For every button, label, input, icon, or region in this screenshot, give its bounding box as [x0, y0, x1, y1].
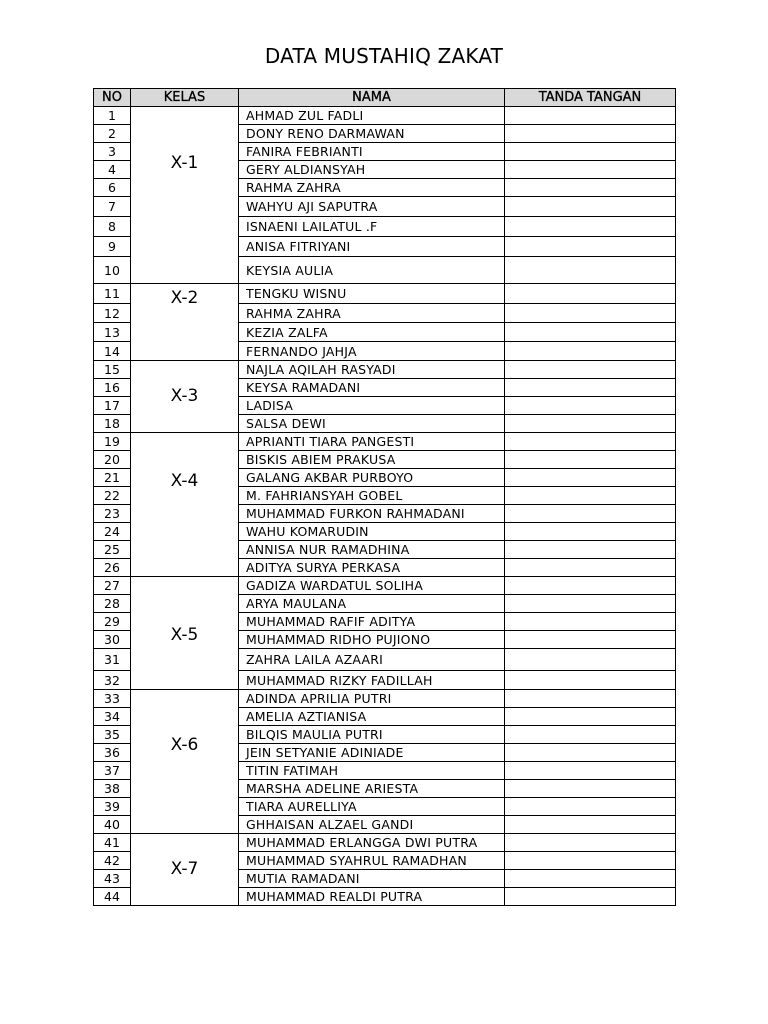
student-name: MUHAMMAD FURKON RAHMADANI	[239, 505, 505, 523]
student-name: ZAHRA LAILA AZAARI	[239, 649, 505, 671]
signature-cell[interactable]	[505, 107, 676, 125]
row-number: 32	[94, 671, 131, 690]
student-name: MARSHA ADELINE ARIESTA	[239, 780, 505, 798]
signature-cell[interactable]	[505, 487, 676, 505]
row-number: 9	[94, 237, 131, 257]
signature-cell[interactable]	[505, 595, 676, 613]
kelas-label: X-1	[170, 153, 199, 173]
student-name: WAHYU AJI SAPUTRA	[239, 197, 505, 217]
signature-cell[interactable]	[505, 744, 676, 762]
student-name: MUHAMMAD SYAHRUL RAMADHAN	[239, 852, 505, 870]
signature-cell[interactable]	[505, 613, 676, 631]
student-name: JEIN SETYANIE ADINIADE	[239, 744, 505, 762]
signature-cell[interactable]	[505, 870, 676, 888]
row-number: 34	[94, 708, 131, 726]
student-name: GERY ALDIANSYAH	[239, 161, 505, 179]
header-tanda-tangan: TANDA TANGAN	[505, 89, 676, 107]
signature-cell[interactable]	[505, 361, 676, 379]
signature-cell[interactable]	[505, 143, 676, 161]
signature-cell[interactable]	[505, 197, 676, 217]
signature-cell[interactable]	[505, 237, 676, 257]
student-name: TIARA AURELLIYA	[239, 798, 505, 816]
kelas-label: X-5	[170, 625, 199, 645]
row-number: 7	[94, 197, 131, 217]
student-name: ISNAENI LAILATUL .F	[239, 217, 505, 237]
signature-cell[interactable]	[505, 726, 676, 744]
row-number: 27	[94, 577, 131, 595]
student-name: KEYSA RAMADANI	[239, 379, 505, 397]
signature-cell[interactable]	[505, 541, 676, 559]
student-name: MUHAMMAD RIZKY FADILLAH	[239, 671, 505, 690]
signature-cell[interactable]	[505, 217, 676, 237]
row-number: 3	[94, 143, 131, 161]
mustahiq-table	[93, 88, 676, 906]
signature-cell[interactable]	[505, 451, 676, 469]
signature-cell[interactable]	[505, 888, 676, 906]
row-number: 2	[94, 125, 131, 143]
signature-cell[interactable]	[505, 161, 676, 179]
signature-cell[interactable]	[505, 179, 676, 197]
table-body	[94, 107, 676, 906]
kelas-label: X-4	[170, 471, 199, 491]
row-number: 22	[94, 487, 131, 505]
signature-cell[interactable]	[505, 323, 676, 342]
signature-cell[interactable]	[505, 379, 676, 397]
signature-cell[interactable]	[505, 798, 676, 816]
signature-cell[interactable]	[505, 690, 676, 708]
kelas-cell	[131, 834, 239, 906]
row-number: 36	[94, 744, 131, 762]
student-name: KEYSIA AULIA	[239, 257, 505, 284]
kelas-label: X-3	[170, 386, 199, 406]
row-number: 26	[94, 559, 131, 577]
student-name: MUHAMMAD RIDHO PUJIONO	[239, 631, 505, 649]
student-name: ADINDA APRILIA PUTRI	[239, 690, 505, 708]
row-number: 38	[94, 780, 131, 798]
student-name: BILQIS MAULIA PUTRI	[239, 726, 505, 744]
student-name: DONY RENO DARMAWAN	[239, 125, 505, 143]
signature-cell[interactable]	[505, 304, 676, 323]
row-number: 8	[94, 217, 131, 237]
row-number: 1	[94, 107, 131, 125]
student-name: MUHAMMAD ERLANGGA DWI PUTRA	[239, 834, 505, 852]
student-name: ADITYA SURYA PERKASA	[239, 559, 505, 577]
student-name: TENGKU WISNU	[239, 284, 505, 304]
table-row	[94, 361, 676, 379]
kelas-cell	[131, 433, 239, 577]
student-name: ARYA MAULANA	[239, 595, 505, 613]
student-name: FERNANDO JAHJA	[239, 342, 505, 361]
signature-cell[interactable]	[505, 559, 676, 577]
student-name: MUHAMMAD REALDI PUTRA	[239, 888, 505, 906]
header-nama: NAMA	[239, 89, 505, 107]
table-row	[94, 433, 676, 451]
row-number: 16	[94, 379, 131, 397]
student-name: AMELIA AZTIANISA	[239, 708, 505, 726]
kelas-label: X-7	[170, 859, 199, 879]
row-number: 25	[94, 541, 131, 559]
signature-cell[interactable]	[505, 284, 676, 304]
row-number: 40	[94, 816, 131, 834]
signature-cell[interactable]	[505, 577, 676, 595]
row-number: 23	[94, 505, 131, 523]
student-name: WAHU KOMARUDIN	[239, 523, 505, 541]
row-number: 31	[94, 649, 131, 671]
row-number: 44	[94, 888, 131, 906]
row-number: 37	[94, 762, 131, 780]
row-number: 33	[94, 690, 131, 708]
table-row	[94, 107, 676, 125]
row-number: 41	[94, 834, 131, 852]
student-name: RAHMA ZAHRA	[239, 304, 505, 323]
signature-cell[interactable]	[505, 762, 676, 780]
row-number: 43	[94, 870, 131, 888]
signature-cell[interactable]	[505, 816, 676, 834]
signature-cell[interactable]	[505, 671, 676, 690]
row-number: 12	[94, 304, 131, 323]
row-number: 13	[94, 323, 131, 342]
document-title: DATA MUSTAHIQ ZAKAT	[264, 44, 504, 68]
signature-cell[interactable]	[505, 433, 676, 451]
student-name: M. FAHRIANSYAH GOBEL	[239, 487, 505, 505]
student-name: AHMAD ZUL FADLI	[239, 107, 505, 125]
student-name: MUTIA RAMADANI	[239, 870, 505, 888]
signature-cell[interactable]	[505, 125, 676, 143]
table-row	[94, 834, 676, 852]
signature-cell[interactable]	[505, 780, 676, 798]
row-number: 28	[94, 595, 131, 613]
row-number: 10	[94, 257, 131, 284]
row-number: 35	[94, 726, 131, 744]
row-number: 42	[94, 852, 131, 870]
row-number: 21	[94, 469, 131, 487]
row-number: 39	[94, 798, 131, 816]
student-name: ANNISA NUR RAMADHINA	[239, 541, 505, 559]
signature-cell[interactable]	[505, 415, 676, 433]
signature-cell[interactable]	[505, 708, 676, 726]
row-number: 19	[94, 433, 131, 451]
row-number: 6	[94, 179, 131, 197]
signature-cell[interactable]	[505, 649, 676, 671]
kelas-label: X-2	[170, 288, 199, 308]
student-name: GALANG AKBAR PURBOYO	[239, 469, 505, 487]
row-number: 17	[94, 397, 131, 415]
signature-cell[interactable]	[505, 342, 676, 361]
signature-cell[interactable]	[505, 397, 676, 415]
signature-cell[interactable]	[505, 852, 676, 870]
row-number: 11	[94, 284, 131, 304]
table-header-row	[94, 89, 676, 107]
signature-cell[interactable]	[505, 834, 676, 852]
row-number: 15	[94, 361, 131, 379]
row-number: 24	[94, 523, 131, 541]
kelas-label: X-6	[170, 735, 199, 755]
signature-cell[interactable]	[505, 469, 676, 487]
kelas-cell	[131, 107, 239, 284]
student-name: GADIZA WARDATUL SOLIHA	[239, 577, 505, 595]
row-number: 4	[94, 161, 131, 179]
student-name: FANIRA FEBRIANTI	[239, 143, 505, 161]
signature-cell[interactable]	[505, 257, 676, 284]
table-row	[94, 284, 676, 304]
table-row	[94, 690, 676, 708]
row-number: 30	[94, 631, 131, 649]
student-name: TITIN FATIMAH	[239, 762, 505, 780]
kelas-cell	[131, 361, 239, 433]
student-name: SALSA DEWI	[239, 415, 505, 433]
student-name: RAHMA ZAHRA	[239, 179, 505, 197]
student-name: APRIANTI TIARA PANGESTI	[239, 433, 505, 451]
student-name: MUHAMMAD RAFIF ADITYA	[239, 613, 505, 631]
student-name: GHHAISAN ALZAEL GANDI	[239, 816, 505, 834]
header-no: NO	[94, 89, 131, 107]
kelas-cell	[131, 690, 239, 834]
row-number: 29	[94, 613, 131, 631]
header-kelas: KELAS	[131, 89, 239, 107]
kelas-cell	[131, 284, 239, 361]
table-row	[94, 577, 676, 595]
student-name: BISKIS ABIEM PRAKUSA	[239, 451, 505, 469]
signature-cell[interactable]	[505, 523, 676, 541]
signature-cell[interactable]	[505, 505, 676, 523]
row-number: 18	[94, 415, 131, 433]
student-name: NAJLA AQILAH RASYADI	[239, 361, 505, 379]
student-name: ANISA FITRIYANI	[239, 237, 505, 257]
kelas-cell	[131, 577, 239, 690]
signature-cell[interactable]	[505, 631, 676, 649]
row-number: 14	[94, 342, 131, 361]
student-name: LADISA	[239, 397, 505, 415]
row-number: 20	[94, 451, 131, 469]
student-name: KEZIA ZALFA	[239, 323, 505, 342]
